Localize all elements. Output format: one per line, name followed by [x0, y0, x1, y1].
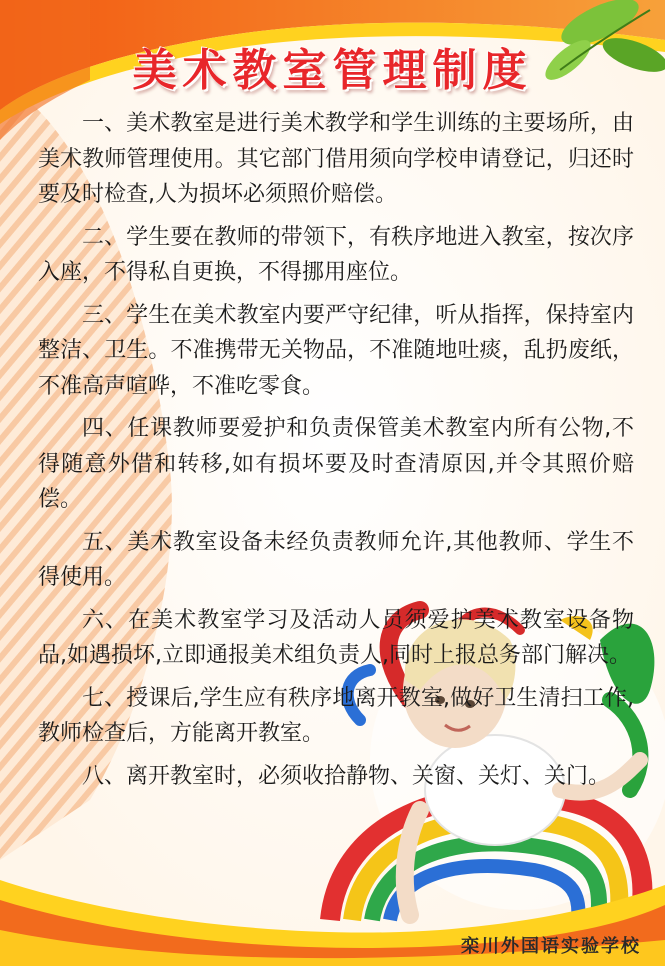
rule-item: 八、离开教室时，必须收拾静物、关窗、关灯、关门。: [82, 763, 611, 789]
rules-list: [38, 106, 634, 801]
school-name: 栾川外国语实验学校: [461, 936, 641, 957]
rule-item: 七、授课后,学生应有秩序地离开教室,做好卫生清扫工作,教师检查后，方能离开教室。: [38, 685, 634, 746]
page-title: 美术教室管理制度: [132, 45, 533, 96]
rule-item: 一、美术教室是进行美术教学和学生训练的主要场所，由美术教师管理使用。其它部门借用须向学校申请登记，归还时要及时检查,人为损坏必须照价赔偿。: [38, 111, 634, 207]
rule-item: 二、学生要在教师的带领下，有秩序地进入教室，按次序入座，不得私自更换，不得挪用座位。: [38, 224, 634, 285]
rule-item: 六、在美术教室学习及活动人员须爱护美术教室设备物品,如遇损坏,立即通报美术组负责人,同时上报总务部门解决。: [38, 607, 634, 668]
rule-item: 四、任课教师要爱护和负责保管美术教室内所有公物,不得随意外借和转移,如有损坏要及时查清原因,并令其照价赔偿。: [38, 416, 634, 512]
rule-item: 五、美术教室设备未经负责教师允许,其他教师、学生不得使用。: [38, 529, 634, 590]
rule-item: 三、学生在美术教室内要严守纪律，听从指挥，保持室内整洁、卫生。不准携带无关物品，不准随地吐痰，乱扔废纸，不准高声喧哗，不准吃零食。: [38, 302, 634, 399]
